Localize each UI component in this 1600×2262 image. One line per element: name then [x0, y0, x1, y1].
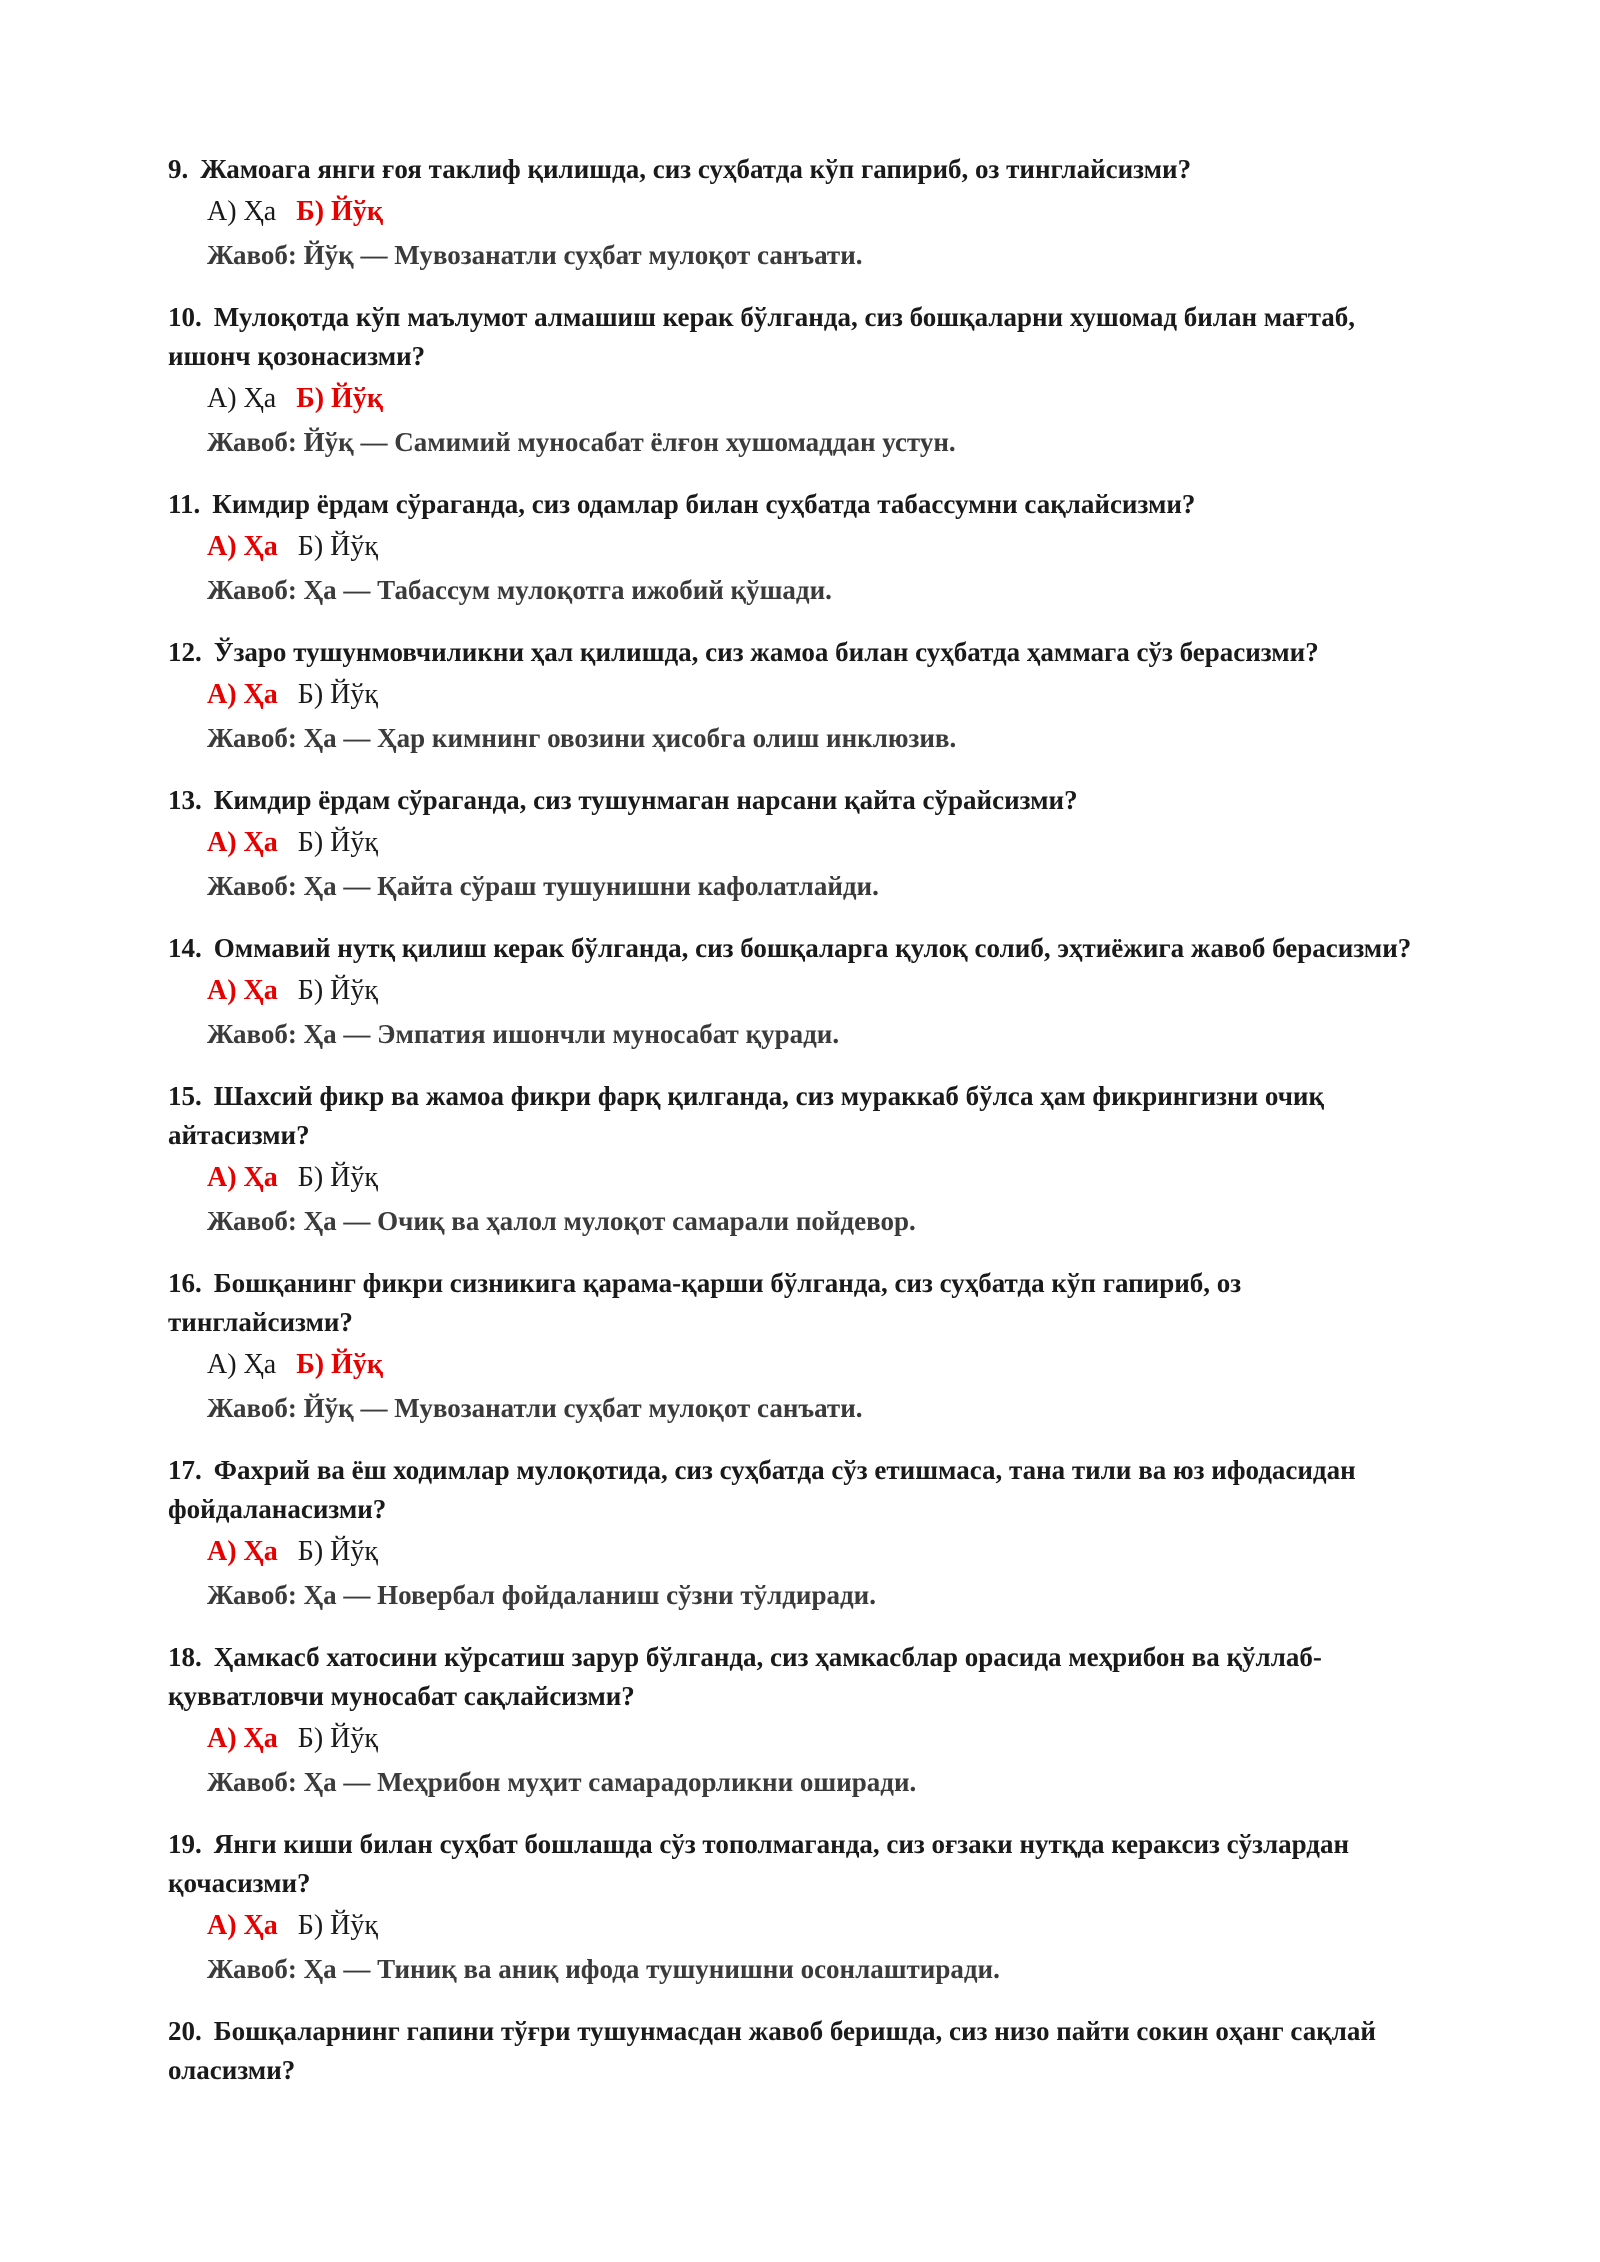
question-text	[168, 2012, 1418, 2090]
question-item	[168, 1451, 1418, 1616]
option-b: Б) Йўқ	[297, 679, 378, 710]
question-text	[168, 1638, 1418, 1716]
question-body: Фахрий ва ёш ходимлар мулоқотида, сиз суҳбатда сўз етишмаса, тана тили ва юз ифодасидан фойдаланасизми?	[168, 1455, 1356, 1524]
answer-explanation: Жавоб: Ҳа — Тиниқ ва аниқ ифода тушунишни осонлаштиради.	[207, 1954, 1000, 1984]
answer-options	[207, 1529, 1418, 1574]
question-number: 14.	[168, 933, 202, 963]
question-number: 17.	[168, 1455, 202, 1485]
question-body: Янги киши билан суҳбат бошлашда сўз тополмаганда, сиз оғзаки нутқда кераксиз сўзлардан қочасизми?	[168, 1829, 1350, 1898]
question-body: Ҳамкасб хатосини кўрсатиш зарур бўлганда, сиз ҳамкасблар орасида меҳрибон ва қўллаб-қувватловчи муносабат сақлайсизми?	[168, 1642, 1322, 1711]
question-text	[168, 1825, 1418, 1903]
option-a: А) Ҳа	[207, 196, 277, 227]
option-b: Б) Йўқ	[297, 1910, 378, 1941]
answer-options	[207, 968, 1418, 1013]
answer-options	[207, 672, 1418, 717]
option-a: А) Ҳа	[207, 1910, 278, 1941]
option-b: Б) Йўқ	[296, 196, 383, 227]
answer-explanation: Жавоб: Ҳа — Қайта сўраш тушунишни кафолатлайди.	[207, 871, 879, 901]
answer-explanation: Жавоб: Йўқ — Мувозанатли суҳбат мулоқот санъати.	[207, 240, 863, 270]
option-a: А) Ҳа	[207, 383, 277, 414]
question-text	[168, 781, 1418, 820]
question-text	[168, 1451, 1418, 1529]
option-a: А) Ҳа	[207, 679, 278, 710]
option-b: Б) Йўқ	[297, 827, 378, 858]
question-body: Кимдир ёрдам сўраганда, сиз тушунмаган нарсани қайта сўрайсизми?	[213, 785, 1078, 815]
option-b: Б) Йўқ	[296, 383, 383, 414]
question-item	[168, 929, 1418, 1055]
question-item	[168, 485, 1418, 611]
option-b: Б) Йўқ	[297, 531, 378, 562]
question-body: Шахсий фикр ва жамоа фикри фарқ қилганда, сиз мураккаб бўлса ҳам фикрингизни очиқ айтасизми?	[168, 1081, 1325, 1150]
question-number: 19.	[168, 1829, 202, 1859]
question-number: 18.	[168, 1642, 202, 1672]
question-number: 10.	[168, 302, 202, 332]
question-text	[168, 485, 1418, 524]
answer-explanation: Жавоб: Йўқ — Мувозанатли суҳбат мулоқот санъати.	[207, 1393, 863, 1423]
option-a: А) Ҳа	[207, 1536, 278, 1567]
option-b: Б) Йўқ	[297, 975, 378, 1006]
question-text	[168, 150, 1418, 189]
question-text	[168, 929, 1418, 968]
option-b: Б) Йўқ	[297, 1723, 378, 1754]
question-number: 11.	[168, 489, 201, 519]
answer-options	[207, 1903, 1418, 1948]
question-body: Бошқанинг фикри сизникига қарама-қарши бўлганда, сиз суҳбатда кўп гапириб, оз тинглайсизми?	[168, 1268, 1242, 1337]
answer-explanation: Жавоб: Ҳа — Меҳрибон муҳит самарадорликни оширади.	[207, 1767, 917, 1797]
option-a: А) Ҳа	[207, 827, 278, 858]
option-a: А) Ҳа	[207, 975, 278, 1006]
question-item	[168, 150, 1418, 276]
question-body: Мулоқотда кўп маълумот алмашиш керак бўлганда, сиз бошқаларни хушомад билан мағтаб, ишонч қозонасизми?	[168, 302, 1356, 371]
question-number: 20.	[168, 2016, 202, 2046]
question-body: Оммавий нутқ қилиш керак бўлганда, сиз бошқаларга қулоқ солиб, эҳтиёжига жавоб берасизми?	[213, 933, 1412, 963]
question-text	[168, 1264, 1418, 1342]
answer-options	[207, 1342, 1418, 1387]
answer-explanation: Жавоб: Ҳа — Очиқ ва ҳалол мулоқот самарали пойдевор.	[207, 1206, 916, 1236]
question-item	[168, 1077, 1418, 1242]
option-a: А) Ҳа	[207, 1162, 278, 1193]
question-body: Ўзаро тушунмовчиликни ҳал қилишда, сиз жамоа билан суҳбатда ҳаммага сўз берасизми?	[213, 637, 1319, 667]
question-body: Бошқаларнинг гапини тўғри тушунмасдан жавоб беришда, сиз низо пайти сокин оҳанг сақлай оласизми?	[168, 2016, 1376, 2085]
answer-options	[207, 1155, 1418, 1200]
question-text	[168, 633, 1418, 672]
question-item	[168, 298, 1418, 463]
answer-options	[207, 189, 1418, 234]
question-item	[168, 781, 1418, 907]
question-body: Кимдир ёрдам сўраганда, сиз одамлар билан суҳбатда табассумни сақлайсизми?	[212, 489, 1196, 519]
answer-explanation: Жавоб: Ҳа — Эмпатия ишончли муносабат қуради.	[207, 1019, 840, 1049]
question-text	[168, 1077, 1418, 1155]
question-number: 15.	[168, 1081, 202, 1111]
answer-options	[207, 376, 1418, 421]
option-a: А) Ҳа	[207, 531, 278, 562]
question-number: 13.	[168, 785, 202, 815]
answer-explanation: Жавоб: Ҳа — Табассум мулоқотга ижобий қўшади.	[207, 575, 832, 605]
option-b: Б) Йўқ	[296, 1349, 383, 1380]
option-a: А) Ҳа	[207, 1723, 278, 1754]
answer-options	[207, 820, 1418, 865]
question-number: 12.	[168, 637, 202, 667]
question-item	[168, 2012, 1418, 2090]
question-text	[168, 298, 1418, 376]
answer-explanation: Жавоб: Йўқ — Самимий муносабат ёлғон хушомаддан устун.	[207, 427, 956, 457]
option-a: А) Ҳа	[207, 1349, 277, 1380]
answer-explanation: Жавоб: Ҳа — Ҳар кимнинг овозини ҳисобга олиш инклюзив.	[207, 723, 957, 753]
answer-explanation: Жавоб: Ҳа — Новербал фойдаланиш сўзни тўлдиради.	[207, 1580, 876, 1610]
question-item	[168, 1264, 1418, 1429]
question-list	[168, 150, 1418, 2112]
answer-options	[207, 1716, 1418, 1761]
question-body: Жамоага янги ғоя таклиф қилишда, сиз суҳбатда кўп гапириб, оз тинглайсизми?	[200, 154, 1192, 184]
question-item	[168, 633, 1418, 759]
option-b: Б) Йўқ	[297, 1162, 378, 1193]
question-number: 9.	[168, 154, 189, 184]
question-number: 16.	[168, 1268, 202, 1298]
question-item	[168, 1825, 1418, 1990]
answer-options	[207, 524, 1418, 569]
question-item	[168, 1638, 1418, 1803]
option-b: Б) Йўқ	[297, 1536, 378, 1567]
